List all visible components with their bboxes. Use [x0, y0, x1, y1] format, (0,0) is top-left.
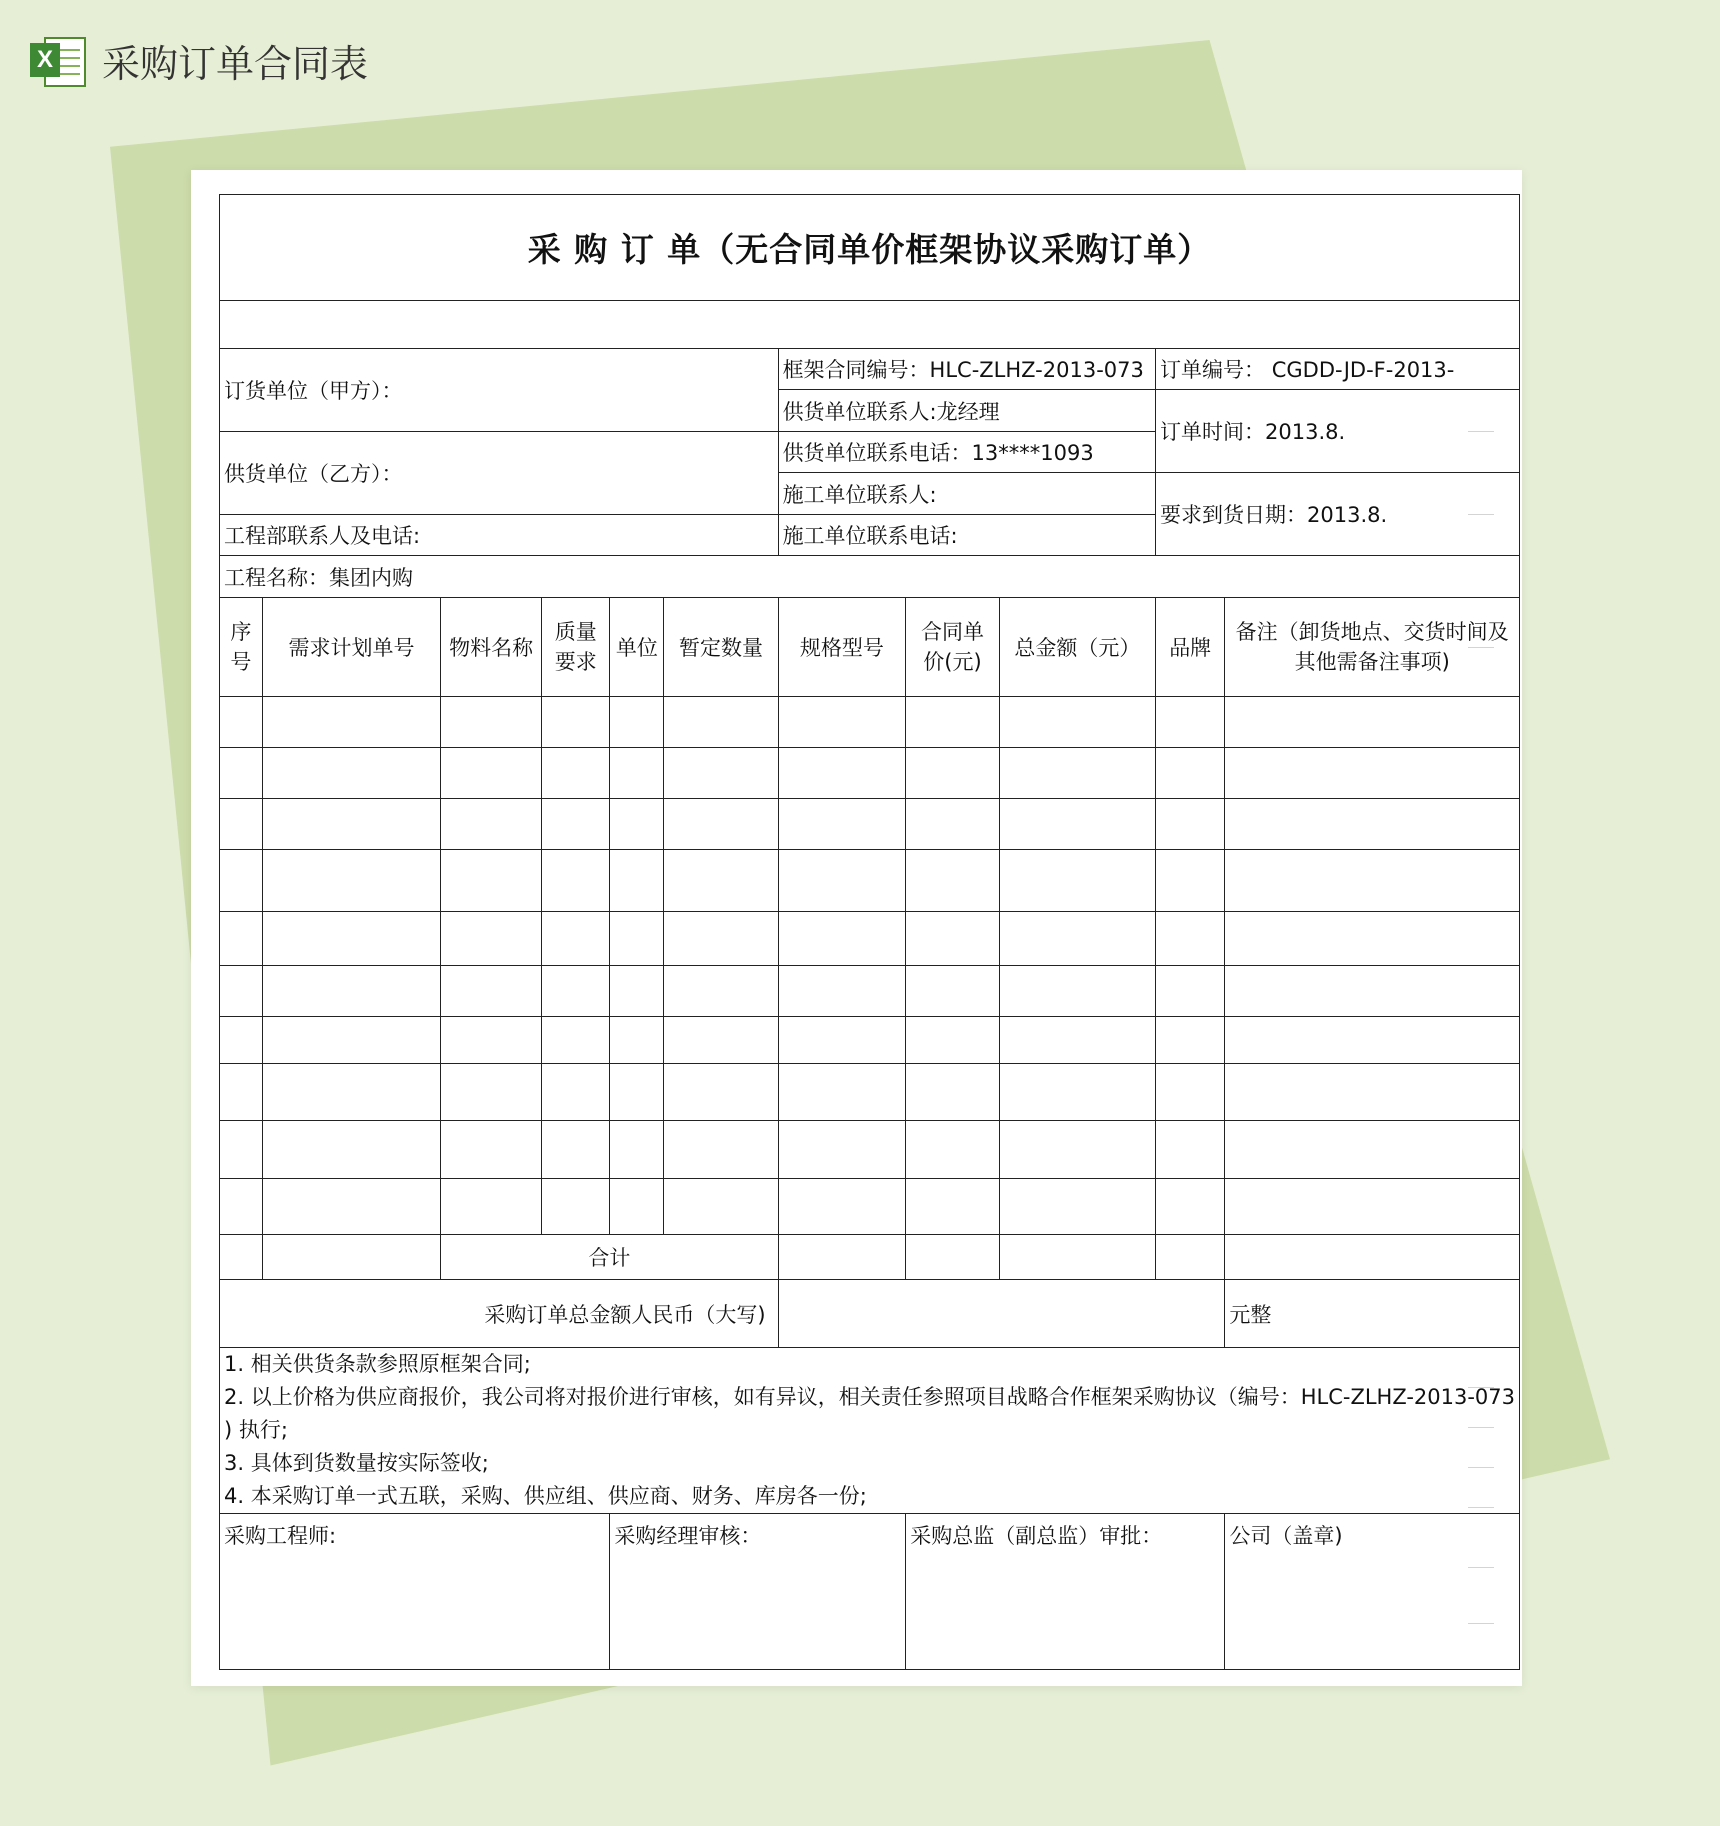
- table-cell[interactable]: [1156, 1179, 1225, 1235]
- table-cell[interactable]: [1156, 850, 1225, 912]
- table-cell[interactable]: [610, 966, 664, 1017]
- table-cell[interactable]: [1225, 1121, 1520, 1179]
- table-cell[interactable]: [906, 1017, 1000, 1064]
- col-unit: 单位: [610, 598, 664, 697]
- table-row: [220, 1121, 1520, 1179]
- table-cell[interactable]: [906, 912, 1000, 966]
- table-cell[interactable]: [220, 1064, 263, 1121]
- table-cell[interactable]: [906, 697, 1000, 748]
- table-cell[interactable]: [999, 1017, 1155, 1064]
- table-cell[interactable]: [542, 1179, 610, 1235]
- table-cell[interactable]: [220, 1235, 263, 1280]
- table-row: [220, 1017, 1520, 1064]
- table-cell[interactable]: [441, 1121, 542, 1179]
- table-cell[interactable]: [664, 1064, 778, 1121]
- table-cell[interactable]: [220, 1017, 263, 1064]
- notes-block: [220, 1348, 1520, 1514]
- table-cell[interactable]: [610, 1017, 664, 1064]
- table-cell[interactable]: [262, 912, 440, 966]
- table-cell[interactable]: [441, 1179, 542, 1235]
- signature-engineer: 采购工程师:: [220, 1514, 610, 1670]
- table-cell[interactable]: [999, 1235, 1155, 1280]
- table-row: [220, 748, 1520, 799]
- table-cell[interactable]: [1225, 1179, 1520, 1235]
- col-quantity: 暂定数量: [664, 598, 778, 697]
- table-row: [220, 912, 1520, 966]
- col-brand: 品牌: [1156, 598, 1225, 697]
- table-cell[interactable]: [778, 1121, 906, 1179]
- table-cell[interactable]: [1156, 1017, 1225, 1064]
- table-cell[interactable]: [610, 1179, 664, 1235]
- note-item: 2. 以上价格为供应商报价，我公司将对报价进行审核，如有异议，相关责任参照项目战略合作框架采购协议（编号：HLC-ZLHZ-2013-073: [224, 1385, 1516, 1409]
- table-cell[interactable]: [999, 748, 1155, 799]
- table-cell[interactable]: [1156, 1235, 1225, 1280]
- order-time: 订单时间：2013.8.: [1156, 390, 1520, 473]
- table-cell[interactable]: [906, 799, 1000, 850]
- col-material: 物料名称: [441, 598, 542, 697]
- table-cell[interactable]: [610, 799, 664, 850]
- table-cell[interactable]: [262, 799, 440, 850]
- supplier-label: 供货单位（乙方）：: [220, 432, 779, 515]
- table-cell[interactable]: [441, 697, 542, 748]
- app-title: 采购订单合同表: [102, 41, 369, 86]
- table-cell[interactable]: [610, 912, 664, 966]
- table-cell[interactable]: [220, 748, 263, 799]
- table-cell[interactable]: [610, 850, 664, 912]
- table-cell[interactable]: [999, 966, 1155, 1017]
- table-cell[interactable]: [1156, 1121, 1225, 1179]
- col-plan-no: 需求计划单号: [262, 598, 440, 697]
- table-cell[interactable]: [1156, 966, 1225, 1017]
- table-cell[interactable]: [441, 799, 542, 850]
- table-cell[interactable]: [664, 748, 778, 799]
- table-cell[interactable]: [441, 966, 542, 1017]
- table-cell[interactable]: [262, 966, 440, 1017]
- table-row: [220, 799, 1520, 850]
- table-cell[interactable]: [1225, 1017, 1520, 1064]
- col-spec: 规格型号: [778, 598, 906, 697]
- engineering-contact: 工程部联系人及电话:: [220, 515, 779, 556]
- table-cell[interactable]: [262, 1017, 440, 1064]
- order-number: 订单编号： CGDD-JD-F-2013-: [1156, 349, 1520, 390]
- table-cell[interactable]: [610, 1064, 664, 1121]
- note-item: 3. 具体到货数量按实际签收;: [224, 1451, 489, 1475]
- table-cell[interactable]: [906, 1064, 1000, 1121]
- table-cell[interactable]: [441, 850, 542, 912]
- table-cell[interactable]: [778, 912, 906, 966]
- table-cell[interactable]: [262, 1064, 440, 1121]
- table-cell[interactable]: [1156, 799, 1225, 850]
- table-cell[interactable]: [441, 912, 542, 966]
- table-cell[interactable]: [220, 850, 263, 912]
- table-cell[interactable]: [542, 799, 610, 850]
- table-cell[interactable]: [610, 748, 664, 799]
- table-row: [220, 966, 1520, 1017]
- table-cell[interactable]: [1225, 697, 1520, 748]
- table-cell[interactable]: [542, 697, 610, 748]
- table-cell[interactable]: [999, 1121, 1155, 1179]
- table-cell[interactable]: [906, 1179, 1000, 1235]
- table-cell[interactable]: [906, 966, 1000, 1017]
- table-cell[interactable]: [999, 697, 1155, 748]
- table-cell[interactable]: [664, 799, 778, 850]
- form-paper: [191, 170, 1522, 1686]
- yuan-label: 元整: [1225, 1280, 1520, 1348]
- table-cell[interactable]: [610, 697, 664, 748]
- table-cell[interactable]: [542, 1121, 610, 1179]
- col-unit-price: 合同单价(元): [906, 598, 1000, 697]
- table-cell[interactable]: [1225, 1064, 1520, 1121]
- table-cell[interactable]: [1156, 912, 1225, 966]
- table-cell[interactable]: [220, 799, 263, 850]
- table-cell[interactable]: [778, 1017, 906, 1064]
- table-cell[interactable]: [999, 912, 1155, 966]
- app-header: [30, 30, 368, 90]
- form-title: 采 购 订 单（无合同单价框架协议采购订单）: [220, 195, 1520, 301]
- table-cell[interactable]: [664, 1121, 778, 1179]
- table-cell[interactable]: [664, 697, 778, 748]
- table-cell[interactable]: [1225, 912, 1520, 966]
- note-item: ) 执行;: [224, 1418, 288, 1442]
- supplier-contact: 供货单位联系人:龙经理: [778, 390, 1155, 432]
- signature-company: 公司（盖章): [1225, 1514, 1520, 1670]
- table-row: [220, 1179, 1520, 1235]
- table-cell[interactable]: [999, 1064, 1155, 1121]
- supplier-phone: 供货单位联系电话：13****1093: [778, 432, 1155, 473]
- table-cell[interactable]: [778, 697, 906, 748]
- table-cell[interactable]: [664, 1017, 778, 1064]
- table-cell[interactable]: [1156, 697, 1225, 748]
- buyer-label: 订货单位（甲方）：: [220, 349, 779, 432]
- table-cell[interactable]: [441, 1017, 542, 1064]
- table-cell[interactable]: [220, 697, 263, 748]
- grand-total-value[interactable]: [778, 1280, 1225, 1348]
- col-remark: 备注（卸货地点、交货时间及其他需备注事项): [1225, 598, 1520, 697]
- table-cell[interactable]: [906, 850, 1000, 912]
- table-cell[interactable]: [1225, 966, 1520, 1017]
- table-cell[interactable]: [220, 966, 263, 1017]
- excel-icon: X: [30, 33, 84, 87]
- table-cell[interactable]: [220, 912, 263, 966]
- table-cell[interactable]: [220, 1121, 263, 1179]
- table-cell[interactable]: [262, 1235, 440, 1280]
- table-cell[interactable]: [542, 1017, 610, 1064]
- col-quality: 质量要求: [542, 598, 610, 697]
- table-cell[interactable]: [999, 850, 1155, 912]
- table-row: [220, 697, 1520, 748]
- signature-manager: 采购经理审核：: [610, 1514, 906, 1670]
- table-cell[interactable]: [1156, 1064, 1225, 1121]
- table-cell[interactable]: [778, 748, 906, 799]
- table-cell[interactable]: [778, 1064, 906, 1121]
- table-cell[interactable]: [1225, 799, 1520, 850]
- project-name: 工程名称：集团内购: [220, 556, 1520, 598]
- table-cell[interactable]: [664, 1179, 778, 1235]
- signature-director: 采购总监（副总监）审批：: [906, 1514, 1225, 1670]
- table-cell[interactable]: [441, 748, 542, 799]
- table-cell[interactable]: [906, 1121, 1000, 1179]
- table-cell[interactable]: [778, 1179, 906, 1235]
- table-header-row: [220, 598, 1520, 697]
- delivery-date: 要求到货日期：2013.8.: [1156, 473, 1520, 556]
- table-cell[interactable]: [542, 850, 610, 912]
- table-cell[interactable]: [778, 1235, 906, 1280]
- table-cell[interactable]: [441, 1064, 542, 1121]
- table-cell[interactable]: [220, 1179, 263, 1235]
- table-cell[interactable]: [906, 1235, 1000, 1280]
- table-cell[interactable]: [542, 966, 610, 1017]
- table-cell[interactable]: [1156, 748, 1225, 799]
- table-cell[interactable]: [542, 1064, 610, 1121]
- table-cell[interactable]: [778, 850, 906, 912]
- table-row: [220, 850, 1520, 912]
- table-cell[interactable]: [1225, 850, 1520, 912]
- table-cell[interactable]: [1225, 1235, 1520, 1280]
- table-cell[interactable]: [664, 912, 778, 966]
- table-cell[interactable]: [778, 966, 906, 1017]
- note-item: 4. 本采购订单一式五联，采购、供应组、供应商、财务、库房各一份;: [224, 1484, 867, 1508]
- col-total: 总金额（元）: [999, 598, 1155, 697]
- subtotal-row: [220, 1235, 1520, 1280]
- note-item: 1. 相关供货条款参照原框架合同;: [224, 1352, 531, 1376]
- table-cell[interactable]: [664, 966, 778, 1017]
- table-cell[interactable]: [262, 1121, 440, 1179]
- subtotal-label: 合计: [441, 1235, 778, 1280]
- table-cell[interactable]: [999, 1179, 1155, 1235]
- table-cell[interactable]: [610, 1121, 664, 1179]
- table-cell[interactable]: [262, 748, 440, 799]
- table-cell[interactable]: [262, 1179, 440, 1235]
- table-cell[interactable]: [542, 912, 610, 966]
- table-cell[interactable]: [906, 748, 1000, 799]
- blank-row: [220, 301, 1520, 349]
- table-row: [220, 1064, 1520, 1121]
- table-cell[interactable]: [778, 799, 906, 850]
- table-cell[interactable]: [999, 799, 1155, 850]
- purchase-order-form: [219, 194, 1520, 1670]
- col-seq: 序号: [220, 598, 263, 697]
- table-cell[interactable]: [1225, 748, 1520, 799]
- construction-contact: 施工单位联系人:: [778, 473, 1155, 515]
- framework-contract: 框架合同编号：HLC-ZLHZ-2013-073: [778, 349, 1155, 390]
- table-cell[interactable]: [664, 850, 778, 912]
- table-cell[interactable]: [262, 850, 440, 912]
- construction-phone: 施工单位联系电话:: [778, 515, 1155, 556]
- grand-total-label: 采购订单总金额人民币（大写): [220, 1280, 779, 1348]
- table-cell[interactable]: [262, 697, 440, 748]
- table-cell[interactable]: [542, 748, 610, 799]
